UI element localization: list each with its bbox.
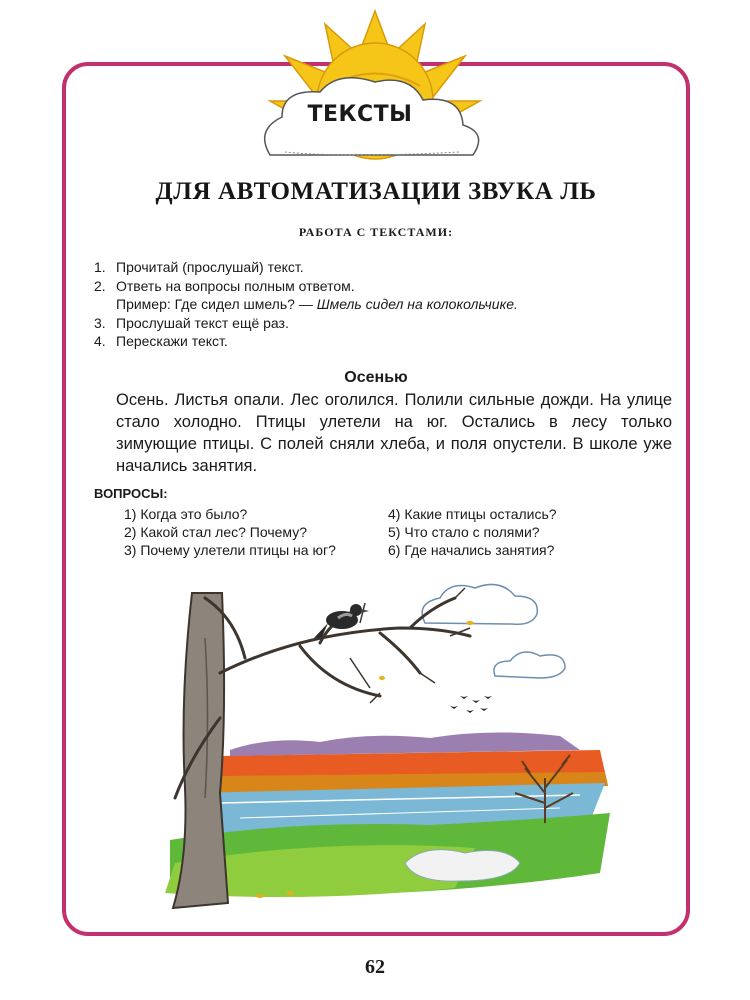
- story-title: Осенью: [344, 369, 408, 386]
- story-text: Осень. Листья опали. Лес оголился. Полили сильные дожди. На улице стало холодно. Птицы улетели на юг. Остались в лесу только зимующие птицы. С полей сняли хлеба, и поля опустели. В школе уже начались занятия.: [116, 391, 672, 475]
- instruction-item: 3. Прослушай текст ещё раз.: [94, 314, 289, 331]
- question-item: 1) Когда это было?: [124, 506, 248, 522]
- header-cloud: [0, 0, 750, 170]
- instruction-item: 1. Прочитай (прослушай) текст.: [94, 259, 304, 275]
- instruction-example: Пример: Где сидел шмель? — Шмель сидел на колокольчике.: [116, 296, 518, 312]
- page-number: 62: [365, 956, 385, 978]
- question-item: 4) Какие птицы остались?: [388, 506, 557, 522]
- instruction-item: 4. Перескажи текст.: [94, 333, 228, 349]
- question-item: 3) Почему улетели птицы на юг?: [124, 542, 336, 558]
- page-title: ДЛЯ АВТОМАТИЗАЦИИ ЗВУКА ЛЬ: [155, 178, 597, 205]
- header-title: ТЕКСТЫ: [307, 102, 413, 127]
- section-subtitle: РАБОТА С ТЕКСТАМИ:: [298, 225, 454, 239]
- question-item: 5) Что стало с полями?: [388, 524, 540, 540]
- question-item: 6) Где начались занятия?: [388, 542, 555, 558]
- cloud-icon: [494, 652, 565, 678]
- instructions-list: [94, 258, 654, 351]
- question-item: 2) Какой стал лес? Почему?: [124, 524, 307, 540]
- birds-icon: [450, 696, 492, 713]
- autumn-landscape-illustration: [150, 578, 610, 913]
- questions-list: [124, 506, 644, 559]
- questions-heading: ВОПРОСЫ:: [94, 486, 168, 501]
- instruction-item: 2. Ответь на вопросы полным ответом.: [94, 277, 355, 294]
